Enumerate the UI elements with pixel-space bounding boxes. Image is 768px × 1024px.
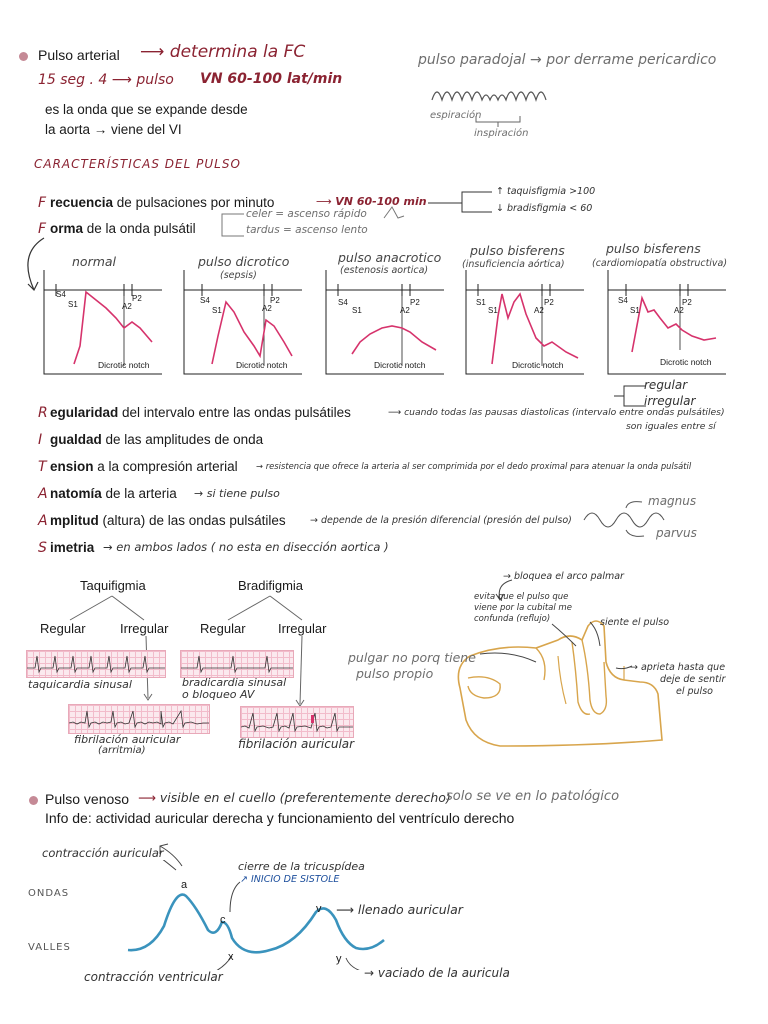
valles-label: VALLES bbox=[28, 942, 71, 953]
celer-wave-icon bbox=[382, 204, 406, 222]
hand-aprieta-1: → aprieta hasta que bbox=[630, 662, 726, 673]
taquisfigmia-note: ↑ taquisfigmia >100 bbox=[496, 186, 596, 197]
s1-label-1: S1 bbox=[68, 300, 78, 309]
pulso-venoso-title: Pulso venoso bbox=[45, 791, 130, 807]
frecuencia-row: F recuencia de pulsaciones por minuto bbox=[38, 195, 275, 211]
p2-label-1: P2 bbox=[132, 294, 142, 303]
magnus-note: magnus bbox=[648, 494, 697, 508]
s1-label-4: S1 bbox=[488, 306, 498, 315]
a2-label-3: A2 bbox=[400, 306, 410, 315]
waveform-title-1: normal bbox=[72, 254, 117, 269]
fibrilacion-label-1a: fibrilación auricular bbox=[74, 733, 181, 746]
irregular-label-2: Irregular bbox=[278, 621, 327, 636]
wave-x-label: x bbox=[228, 951, 234, 963]
wave-a-label: a bbox=[181, 879, 188, 891]
p2-label-4: P2 bbox=[544, 298, 554, 307]
a2-label-1: A2 bbox=[122, 302, 132, 311]
parvus-note: parvus bbox=[656, 526, 697, 540]
hand-aprieta-3: el pulso bbox=[676, 686, 713, 697]
bradicardia-label-2: o bloqueo AV bbox=[182, 688, 255, 701]
waveform-title-2: pulso dicrotico bbox=[198, 254, 290, 269]
anatomia-row: A natomía de la arteria bbox=[38, 486, 177, 502]
tension-note: → resistencia que ofrece la arteria al ser comprimida por el dedo proximal para atenuar la onda pulsátil bbox=[256, 461, 692, 471]
pulso-venoso-info: Info de: actividad auricular derecha y funcionamiento del ventrículo derecho bbox=[45, 810, 515, 826]
s1-label-2: S1 bbox=[212, 306, 222, 315]
dicrotic-notch-1: Dicrotic notch bbox=[98, 360, 150, 370]
ecg-strip-taquicardia bbox=[26, 650, 166, 678]
paradojal-note: pulso paradojal → por derrame pericardico bbox=[418, 52, 717, 68]
hand-pulgar-1: pulgar no porq tiene bbox=[348, 650, 476, 665]
frecuencia-connector bbox=[428, 186, 498, 216]
waveform-sub-2: (sepsis) bbox=[220, 270, 257, 281]
waveform-title-3: pulso anacrotico bbox=[338, 250, 442, 265]
fibrilacion-label-1b: (arritmia) bbox=[98, 745, 146, 756]
vn-note: VN 60-100 lat/min bbox=[200, 71, 343, 87]
irregular-label-1: Irregular bbox=[120, 621, 169, 636]
calc-note: 15 seg . 4 ⟶ pulso bbox=[38, 72, 174, 88]
s4-label-5: S4 bbox=[618, 296, 628, 305]
waveform-anacrotico bbox=[326, 270, 444, 374]
waveform-bisferens-1 bbox=[466, 270, 584, 374]
paradojal-wave bbox=[430, 82, 570, 112]
simetria-note: → en ambos lados ( no esta en disección aortica ) bbox=[103, 540, 389, 554]
p2-label-5: P2 bbox=[682, 298, 692, 307]
regular-label-1: Regular bbox=[40, 621, 86, 636]
llenado-auricular-label: ⟶ llenado auricular bbox=[336, 902, 463, 917]
regular-label-2: Regular bbox=[200, 621, 246, 636]
bradicardia-label-1: bradicardia sinusal bbox=[182, 676, 287, 689]
inicio-sistole-label: ↗ INICIO DE SISTOLE bbox=[240, 874, 340, 885]
simetria-row: S imetria bbox=[38, 540, 95, 556]
waveform-title-5: pulso bisferens bbox=[606, 241, 701, 256]
celer-note: celer = ascenso rápido bbox=[246, 208, 367, 220]
dicrotic-notch-3: Dicrotic notch bbox=[374, 360, 426, 370]
hand-evita-3: confunda (reflujo) bbox=[474, 614, 551, 624]
fc-note: ⟶ determina la FC bbox=[140, 42, 306, 62]
amplitud-row: A mplitud (altura) de las ondas pulsátiles bbox=[38, 513, 286, 529]
waveform-sub-4: (insuficiencia aórtica) bbox=[462, 259, 565, 270]
p2-label-3: P2 bbox=[410, 298, 420, 307]
ecg-strip-fibrilacion-2 bbox=[240, 706, 354, 738]
wave-c-label: c bbox=[220, 914, 226, 926]
waveform-dicrotico bbox=[184, 270, 302, 374]
forma-row: F orma de la onda pulsátil bbox=[38, 221, 196, 237]
hand-aprieta-2: deje de sentir bbox=[660, 674, 726, 685]
cierre-tricuspidea-label: cierre de la tricuspídea bbox=[238, 860, 365, 873]
taquifigmia-label: Taquifigmia bbox=[80, 578, 146, 593]
pulso-venoso-patologico: solo se ve en lo patológico bbox=[446, 789, 620, 804]
pulso-arterial-title: Pulso arterial bbox=[38, 47, 120, 63]
a2-label-5: A2 bbox=[674, 306, 684, 315]
hand-evita-1: evita que el pulso que bbox=[474, 592, 569, 602]
hand-bloquea-note: → bloquea el arco palmar bbox=[503, 571, 624, 582]
bradisfigmia-note: ↓ bradisfigmia < 60 bbox=[496, 203, 593, 214]
caracteristicas-heading: CARACTERÍSTICAS DEL PULSO bbox=[34, 157, 241, 171]
fibrilacion-label-2: fibrilación auricular bbox=[238, 737, 355, 751]
forma-bracket bbox=[218, 210, 248, 240]
igualdad-row: I gualdad de las amplitudes de onda bbox=[38, 432, 264, 448]
tension-row: T ension a la compresión arterial bbox=[38, 459, 238, 475]
s4-label-3: S4 bbox=[338, 298, 348, 307]
amplitud-note: → depende de la presión diferencial (presión del pulso) bbox=[310, 515, 572, 526]
inspiracion-bracket bbox=[474, 112, 524, 128]
ondas-label: ONDAS bbox=[28, 888, 70, 899]
s1-label-5: S1 bbox=[630, 306, 640, 315]
regularidad-note: ⟶ cuando todas las pausas diastolicas (intervalo entre ondas pulsátiles) bbox=[388, 407, 725, 418]
hand-siente-note: siente el pulso bbox=[600, 617, 670, 628]
def-line-1: es la onda que se expande desde bbox=[45, 102, 248, 117]
regular-note: regular bbox=[644, 378, 688, 392]
dicrotic-notch-5: Dicrotic notch bbox=[660, 357, 712, 367]
tardus-note: tardus = ascenso lento bbox=[246, 224, 368, 236]
ecg-strip-fibrilacion-1 bbox=[68, 704, 210, 734]
a2-label-2: A2 bbox=[262, 304, 272, 313]
bullet-dot-venoso bbox=[29, 796, 38, 805]
wave-v-label: v bbox=[316, 903, 322, 915]
s4-label-2: S4 bbox=[200, 296, 210, 305]
s1-label-3: S1 bbox=[352, 306, 362, 315]
contraccion-ventricular-label: contracción ventricular bbox=[84, 970, 223, 984]
bradifigmia-label: Bradifigmia bbox=[238, 578, 304, 593]
inspiracion-label: inspiración bbox=[474, 128, 529, 139]
wave-y-label: y bbox=[336, 953, 342, 965]
waveform-normal bbox=[44, 270, 162, 374]
taquicardia-sinusal-label: taquicardia sinusal bbox=[28, 678, 132, 691]
dicrotic-notch-2: Dicrotic notch bbox=[236, 360, 288, 370]
irregular-note: irregular bbox=[644, 394, 696, 408]
a2-label-4: A2 bbox=[534, 306, 544, 315]
pulso-venoso-visible: ⟶ visible en el cuello (preferentemente derecho) bbox=[138, 790, 451, 805]
hand-evita-2: viene por la cubital me bbox=[474, 603, 572, 613]
frecuencia-note: ⟶ VN 60-100 min bbox=[316, 195, 427, 208]
espiracion-label: espiración bbox=[430, 110, 482, 121]
s1-label-4a: S1 bbox=[476, 298, 486, 307]
bullet-dot bbox=[19, 52, 28, 61]
vaciado-auricula-label: → vaciado de la auricula bbox=[364, 966, 510, 980]
s4-label-1: S4 bbox=[56, 290, 66, 299]
waveform-sub-3: (estenosis aortica) bbox=[340, 265, 429, 276]
dicrotic-notch-4: Dicrotic notch bbox=[512, 360, 564, 370]
hand-pulgar-2: pulso propio bbox=[356, 666, 434, 681]
contraccion-auricular-label: contracción auricular bbox=[42, 846, 164, 860]
regularidad-note-2: son iguales entre sí bbox=[626, 421, 716, 432]
waveform-sub-5: (cardiomiopatía obstructiva) bbox=[592, 258, 728, 269]
p2-label-2: P2 bbox=[270, 296, 280, 305]
ecg-strip-bradicardia bbox=[180, 650, 294, 678]
anatomia-note: → si tiene pulso bbox=[194, 487, 280, 500]
def-line-2: la aorta → viene del VI bbox=[45, 122, 182, 137]
waveform-title-4: pulso bisferens bbox=[470, 243, 565, 258]
regularidad-row: R egularidad del intervalo entre las ondas pulsátiles bbox=[38, 405, 351, 421]
